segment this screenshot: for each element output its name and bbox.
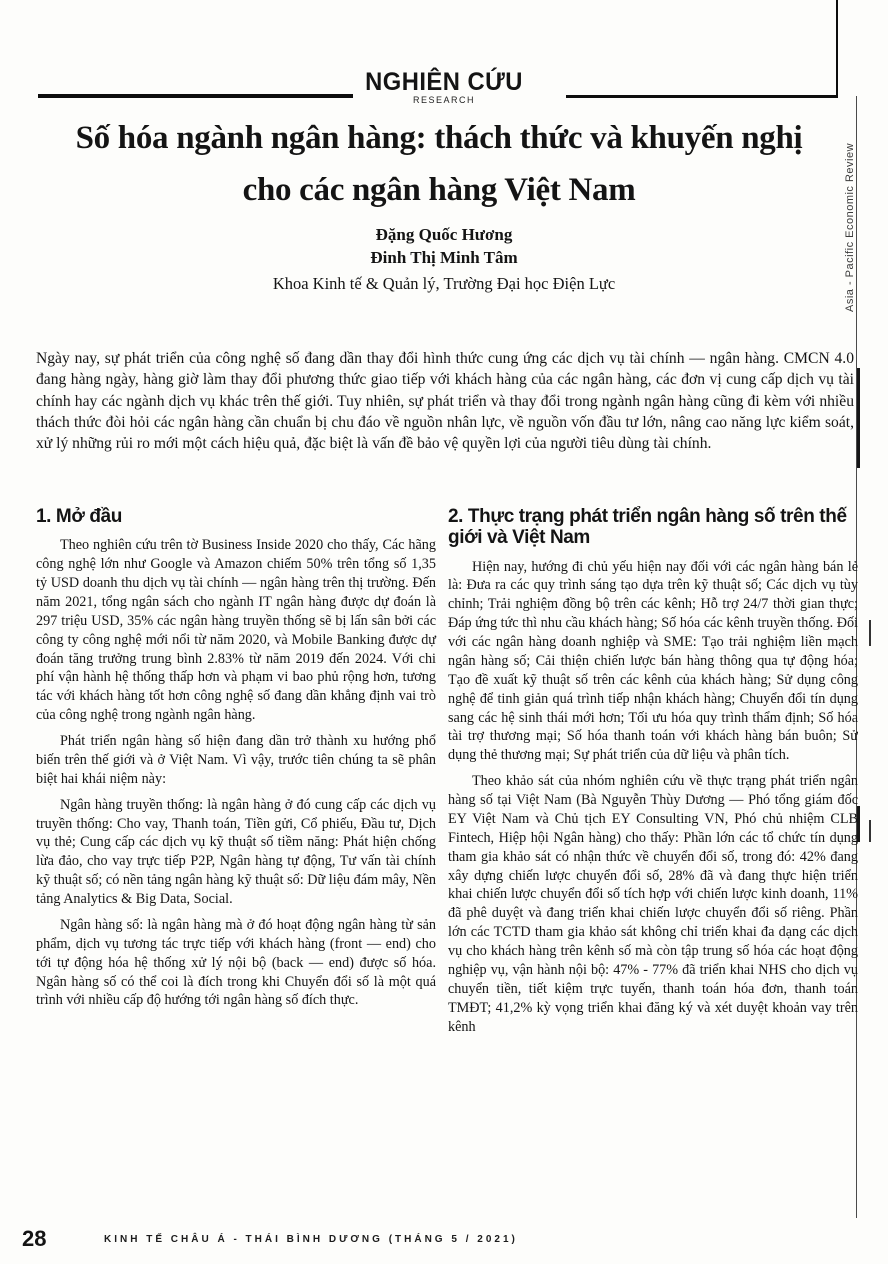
paragraph: Ngân hàng truyền thống: là ngân hàng ở đó cung cấp các dịch vụ truyền thống: Cho vay, Thanh toán, Tiền gửi, Cổ phiếu, Đầu tư, Dịch vụ thẻ; Cung cấp các dịch vụ kỹ thuật số tiềm năng: Phát hiện chống lừa đảo, cho vay trực tiếp P2P, Ngân hàng tự động, Tư vấn tài chính kỹ thuật số; có nền tảng ngân hàng kỹ thuật số: Dữ liệu đám mây, Nền tảng Analytics & Big Data, Social. (36, 796, 436, 908)
paragraph: Ngân hàng số: là ngân hàng mà ở đó hoạt động ngân hàng từ sản phẩm, dịch vụ tương tác trực tiếp với khách hàng (front — end) cho tới tự động hóa hệ thống xử lý nội bộ (back — end) được số hóa. Ngân hàng số có thể coi là đích trong khi Chuyển đổi số là một quá trình với nhiều cấp độ hướng tới ngân hàng số đích thực. (36, 916, 436, 1009)
right-column (448, 506, 858, 1218)
paragraph: Theo nghiên cứu trên tờ Business Inside 2020 cho thấy, Các hãng công nghệ lớn như Google và Amazon chiếm 50% trên tổng số 1,35 tỷ USD doanh thu dịch vụ tài chính — ngân hàng trên thị trường. Đến năm 2021, tổng ngân sách cho ngành IT ngân hàng được dự đoán là 297 triệu USD, 35% các ngân hàng truyền thống sẽ bị lấn sân bởi các công ty công nghệ mới nổi từ năm 2020, và Mobile Banking được dự đoán tăng trưởng trung bình 2.83% từ năm 2019 đến 2024. Với chi phí vận hành hệ thống thấp hơn và phạm vi bao phủ rộng hơn, tương tác với khách hàng tốt hơn công nghệ số đang dần khẳng định vai trò của công nghệ trong ngành ngân hàng. (36, 537, 436, 724)
kicker-label: NGHIÊN CỨU (365, 68, 523, 96)
kicker-sublabel: RESEARCH (412, 95, 475, 105)
page-number: 28 (22, 1226, 47, 1251)
scan-artifact-tick (869, 620, 871, 646)
abstract-paragraph: Ngày nay, sự phát triển của công nghệ số đang dần thay đổi hình thức cung ứng các dịch vụ tài chính — ngân hàng. CMCN 4.0 đang hàng ngày, hàng giờ làm thay đổi phương thức giao tiếp với khách hàng của các ngân hàng, các đơn vị cung cấp dịch vụ tài chính hay các ngành dịch vụ khác trên thế giới. Tuy nhiên, sự phát triển và thay đổi trong ngành ngân hàng cũng đi kèm với nhiều thách thức đòi hỏi các ngân hàng cần chuẩn bị chu đáo về nguồn nhân lực, về nguồn vốn đầu tư lớn, nâng cao năng lực kiểm soát, xử lý những rủi ro mới một cách hiệu quả, đặc biệt là vấn đề bảo vệ quyền lợi của người tiêu dùng tài chính. (36, 350, 854, 453)
paragraph: Theo khảo sát của nhóm nghiên cứu về thực trạng phát triển ngân hàng số tại Việt Nam (Bà Nguyễn Thùy Dương — Phó tổng giám đốc EY Việt Nam và Chủ tịch EY Consulting VN, Phó chủ nhiệm CLB Fintech, Hiệp hội Ngân hàng) cho thấy: Phần lớn các tổ chức tín dụng tham gia khảo sát có nhận thức về chuyển đổi số, trong đó: 42% đang xây dựng chiến lược chuyển đổi số, 28% đã và đang thực hiện triển khai chiến lược chuyển đổi số tích hợp với chiến lược kinh doanh, 11% đã phê duyệt và đang triển khai chiến lược chuyển đổi số riêng. Phần lớn các TCTD tham gia khảo sát không chỉ triển khai đa dạng các dịch vụ cho khách hàng trên kênh số mà còn tập trung số hóa các hoạt động nghiệp vụ, vận hành nội bộ: 47% - 77% đã triển khai NHS cho dịch vụ chuyển tiền, tiết kiệm trực tuyến, thanh toán hóa đơn, thanh toán TMĐT; 41,2% kỳ vọng triển khai đăng ký và xét duyệt khoản vay trên kênh (448, 773, 858, 1035)
article-title-line2: cho các ngân hàng Việt Nam (242, 172, 636, 209)
body-columns (36, 506, 858, 1218)
article-title (44, 112, 834, 216)
journal-footer-line: KINH TẾ CHÂU Á - THÁI BÌNH DƯƠNG (THÁNG 5 / 2021) (104, 1234, 518, 1245)
binding-mark (857, 368, 860, 468)
author-name: Đặng Quốc Hương (375, 225, 513, 244)
article-title-line1: Số hóa ngành ngân hàng: thách thức và khuyến nghị (75, 120, 803, 156)
journal-side-label: Asia - Pacific Economic Review (844, 142, 856, 312)
section-1-heading: 1. Mở đầu (36, 506, 122, 527)
author-name: Đinh Thị Minh Tâm (370, 247, 518, 267)
byline (0, 224, 888, 297)
left-column (36, 506, 436, 1218)
author-affiliation: Khoa Kinh tế & Quản lý, Trường Đại học Điện Lực (272, 273, 616, 293)
paragraph: Hiện nay, hướng đi chủ yếu hiện nay đối với các ngân hàng bán lẻ là: Đưa ra các quy trình sáng tạo dựa trên kỹ thuật số; Các dịch vụ tùy chỉnh; Trải nghiệm đồng bộ trên các kênh; Hỗ trợ 24/7 thời gian thực; Đáp ứng tức thì nhu cầu khách hàng; Số hóa các kênh truyền thống. Đối với các ngân hàng doanh nghiệp và SME: Tạo trải nghiệm liền mạch ngân hàng số; Cải thiện chiến lược bán hàng thông qua tự động hóa; Tạo đề xuất kỹ thuật số trên các kênh của khách hàng; Sử dụng công nghệ để tinh giản quá trình tiếp nhận khách hàng; Chuyển đổi tín dụng sang các hệ sinh thái mới hơn; Tối ưu hóa quy trình thẩm định; Số hóa tài trợ thương mại; Số hóa thanh toán với khách hàng bán buôn; Sử dụng thẻ thương mại; Sự phát triển của dữ liệu và phân tích. (448, 558, 858, 764)
paragraph: Phát triển ngân hàng số hiện đang dần trở thành xu hướng phổ biến trên thế giới và ở Việt Nam. Vì vậy, trước tiên chúng ta sẽ phân biệt hai khái niệm này: (36, 733, 436, 787)
section-kicker-block (0, 68, 888, 105)
section-2-heading: 2. Thực trạng phát triển ngân hàng số trên thế giới và Việt Nam (448, 506, 847, 549)
scan-artifact-tick (869, 820, 871, 842)
